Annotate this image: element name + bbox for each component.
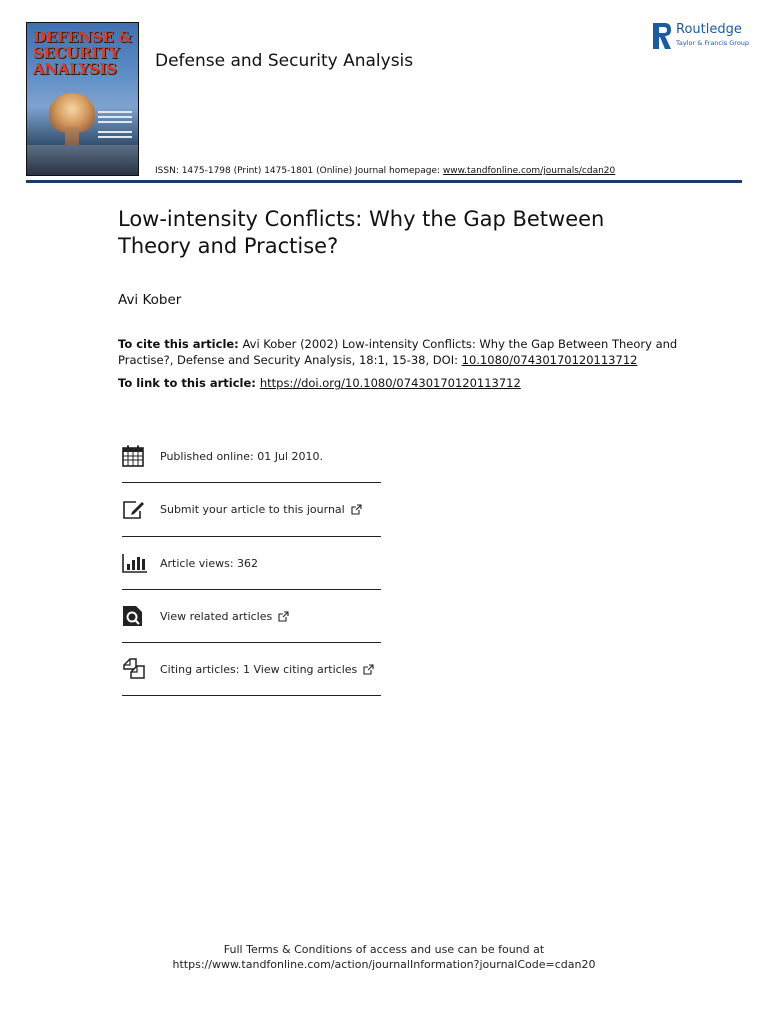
footer-terms-text: Full Terms & Conditions of access and use can be found at bbox=[223, 943, 545, 956]
external-link-icon bbox=[278, 611, 289, 622]
published-online-text: Published online: 01 Jul 2010. bbox=[160, 449, 323, 463]
external-link-icon bbox=[363, 664, 374, 675]
citing-articles-icon bbox=[122, 658, 160, 680]
article-link-line bbox=[118, 376, 521, 390]
article-title: Low-intensity Conflicts: Why the Gap Between Theory and Practise? bbox=[118, 207, 605, 258]
cite-label: To cite this article: bbox=[118, 337, 239, 351]
cover-ground bbox=[27, 145, 138, 175]
journal-name: Defense and Security Analysis bbox=[155, 51, 414, 71]
submit-article-row[interactable] bbox=[122, 483, 381, 537]
external-link-icon bbox=[351, 504, 362, 515]
issn-text: ISSN: 1475-1798 (Print) 1475-1801 (Online) Journal homepage: bbox=[155, 166, 443, 176]
article-author: Avi Kober bbox=[118, 292, 182, 308]
related-articles-row[interactable] bbox=[122, 590, 381, 643]
cite-doi-link[interactable]: 10.1080/07430170120113712 bbox=[461, 352, 638, 367]
published-online-row bbox=[122, 430, 381, 483]
citation-block bbox=[118, 337, 678, 368]
cover-title: DEFENSE & SECURITY ANALYSIS bbox=[33, 28, 132, 78]
citing-articles-row[interactable] bbox=[122, 643, 381, 696]
footer-terms-link[interactable]: https://www.tandfonline.com/action/journalInformation?journalCode=cdan20 bbox=[172, 958, 596, 971]
article-views-row bbox=[122, 537, 381, 590]
header-divider bbox=[26, 180, 742, 183]
footer-terms bbox=[0, 942, 768, 972]
publisher-name: Routledge bbox=[676, 22, 742, 37]
article-doi-link[interactable]: https://doi.org/10.1080/07430170120113712 bbox=[259, 376, 521, 390]
calendar-icon bbox=[122, 445, 160, 467]
link-label: To link to this article: bbox=[118, 376, 260, 390]
journal-cover-image bbox=[26, 22, 139, 176]
citing-articles-link[interactable]: Citing articles: 1 View citing articles bbox=[160, 662, 358, 676]
bar-chart-icon bbox=[122, 553, 160, 573]
routledge-logo-icon bbox=[652, 22, 672, 50]
article-metrics-list bbox=[122, 430, 381, 696]
article-views-text: Article views: 362 bbox=[160, 556, 259, 570]
view-related-articles-link[interactable]: View related articles bbox=[160, 609, 273, 623]
cite-text: Avi Kober (2002) Low-intensity Conflicts: Why the Gap Between Theory and Practise?, Defense and Security Analysis, 18:1, 15-38, DOI: bbox=[118, 337, 678, 367]
search-document-icon bbox=[122, 605, 160, 627]
edit-icon bbox=[122, 500, 160, 520]
publisher-group: Taylor & Francis Group bbox=[676, 39, 750, 47]
cover-blurb-lines bbox=[98, 111, 132, 113]
journal-homepage-link[interactable]: www.tandfonline.com/journals/cdan20 bbox=[442, 166, 616, 176]
publisher-logo bbox=[652, 21, 748, 51]
issn-line bbox=[155, 166, 615, 176]
submit-article-link[interactable]: Submit your article to this journal bbox=[160, 503, 345, 516]
